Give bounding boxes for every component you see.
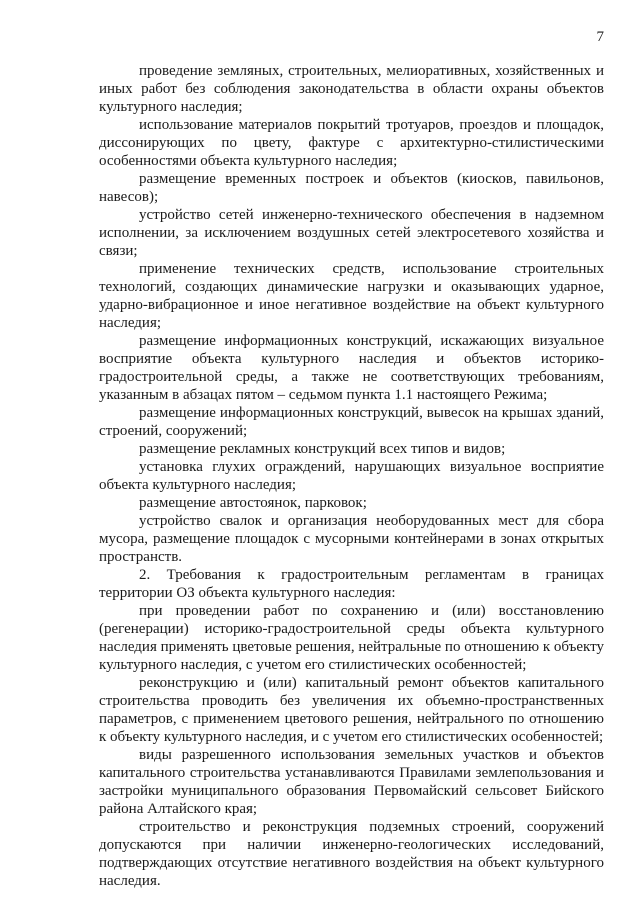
page-number: 7	[596, 29, 604, 45]
section-heading-requirements: 2. Требования к градостроительным регламентам в границах территории ОЗ объекта культурного наследия:	[99, 567, 604, 601]
paragraph-waste-sites: устройство свалок и организация необорудованных мест для сбора мусора, размещение площадок с мусорными контейнерами в зонах открытых пространств.	[99, 513, 604, 565]
paragraph-information-structures: размещение информационных конструкций, искажающих визуальное восприятие объекта культурного наследия и объектов историко-градостроительной среды, а также не соответствующих требованиям, указанным в абзацах пятом – седьмом пункта 1.1 настоящего Режима;	[99, 333, 604, 403]
paragraph-rooftop-signs: размещение информационных конструкций, вывесок на крышах зданий, строений, сооружений;	[99, 405, 604, 439]
paragraph-color-solutions: при проведении работ по сохранению и (или) восстановлению (регенерации) историко-градостроительной среды объекта культурного наследия применять цветовые решения, нейтральные по отношению к объекту культурного наследия, с учетом его стилистических особенностей;	[99, 603, 604, 673]
paragraph-underground-construction: строительство и реконструкция подземных строений, сооружений допускаются при наличии инженерно-геологических исследований, подтверждающих отсутствие негативного воздействия на объект культурного наследия.	[99, 819, 604, 889]
paragraph-parking: размещение автостоянок, парковок;	[139, 495, 367, 511]
document-body	[99, 62, 604, 890]
paragraph-solid-fences: установка глухих ограждений, нарушающих визуальное восприятие объекта культурного наследия;	[99, 459, 604, 493]
paragraph-overhead-networks: устройство сетей инженерно-технического обеспечения в надземном исполнении, за исключением воздушных сетей электросетевого хозяйства и связи;	[99, 207, 604, 259]
paragraph-earthworks: проведение земляных, строительных, мелиоративных, хозяйственных и иных работ без соблюдения законодательства в области охраны объектов культурного наследия;	[99, 63, 604, 115]
paragraph-temporary-structures: размещение временных построек и объектов (киосков, павильонов, навесов);	[99, 171, 604, 205]
paragraph-advertising: размещение рекламных конструкций всех типов и видов;	[139, 441, 506, 457]
paragraph-permitted-use: виды разрешенного использования земельных участков и объектов капитального строительства устанавливаются Правилами землепользования и застройки муниципального образования Первомайский сельсовет Бийского района Алтайского края;	[99, 747, 604, 817]
paragraph-paving-materials: использование материалов покрытий тротуаров, проездов и площадок, диссонирующих по цвету, фактуре с архитектурно-стилистическими особенностями объекта культурного наследия;	[99, 117, 604, 169]
paragraph-technical-means: применение технических средств, использование строительных технологий, создающих динамические нагрузки и оказывающих ударное, ударно-вибрационное и иное негативное воздействие на объект культурного наследия;	[99, 261, 604, 331]
paragraph-reconstruction: реконструкцию и (или) капитальный ремонт объектов капитального строительства проводить без увеличения их объемно-пространственных параметров, с применением цветового решения, нейтрального по отношению к объекту культурного наследия, и с учетом его стилистических особенностей;	[99, 675, 604, 745]
